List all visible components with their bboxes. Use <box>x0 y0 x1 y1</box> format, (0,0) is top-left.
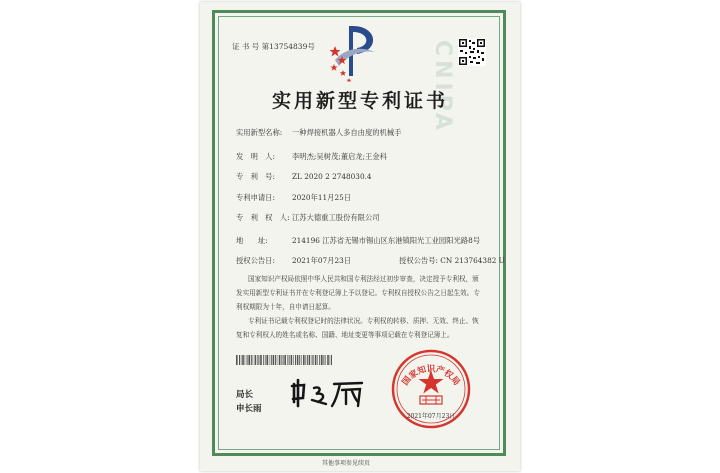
watermark: CNIPA <box>430 40 455 134</box>
field-grant-date <box>236 256 505 266</box>
field-value: 江苏大德重工股份有限公司 <box>292 213 380 222</box>
qr-code-icon <box>458 38 486 66</box>
field-grant-number: 授权公告号: CN 213764382 U <box>399 256 505 265</box>
field-value: 2020年11月25日 <box>292 193 352 202</box>
field-application-date <box>236 193 351 203</box>
certificate-number-label: 证 书 号 <box>232 42 260 51</box>
field-utility-model-name <box>236 128 401 138</box>
seal-text: 国家知识产权局 <box>400 364 462 388</box>
certificate-number <box>232 41 315 52</box>
certificate-title: 实用新型专利证书 <box>271 90 448 112</box>
field-label: 专 利 权 人: <box>236 213 290 222</box>
field-inventors <box>236 152 387 162</box>
signatory-title: 局长 <box>236 390 254 400</box>
certificate-number-value: 第13754839号 <box>261 42 315 51</box>
footer-note: 其他事项参见续页 <box>322 460 371 467</box>
cnipa-logo-icon <box>325 20 385 82</box>
field-value: 214196 江苏省无锡市锡山区东港镇阳光工业园阳光路8号 <box>292 236 481 245</box>
field-label: 发 明 人: <box>236 152 275 161</box>
seal-date: 2021年07月23日 <box>406 413 456 420</box>
signature-image <box>290 376 368 408</box>
field-value: ZL 2020 2 2748030.4 <box>292 172 372 181</box>
field-label: 专 利 号: <box>236 172 275 181</box>
field-label: 专利申请日: <box>236 193 275 202</box>
field-patentee <box>236 213 380 223</box>
field-value: 一种焊接机器人多自由度的机械手 <box>292 128 402 137</box>
field-patent-number <box>236 172 372 182</box>
field-label: 实用新型名称: <box>236 128 283 137</box>
certificate-body <box>236 272 484 342</box>
body-paragraph: 专利证书记载专利权登记时的法律状况。专利权的转移、质押、无效、终止、恢复和专利权人的姓名或名称、国籍、地址变更等事项记载在专利登记簿上。 <box>236 317 479 339</box>
field-address <box>236 236 480 246</box>
body-paragraph: 国家知识产权局依照中华人民共和国专利法经过初步审查，决定授予专利权，颁发实用新型专利证书并在专利登记簿上予以登记。专利权自授权公告之日起生效。专利权期限为十年，自申请日起算。 <box>236 275 480 311</box>
signatory-name: 申长雨 <box>236 404 262 414</box>
official-seal-image <box>390 348 472 430</box>
field-value: 2021年07月23日 <box>292 256 352 265</box>
field-label: 地 址: <box>236 236 268 245</box>
barcode-icon <box>236 355 332 365</box>
field-label: 授权公告日: <box>236 256 275 265</box>
field-value: 李明杰;吴树茂;董启龙;王金科 <box>292 152 387 161</box>
